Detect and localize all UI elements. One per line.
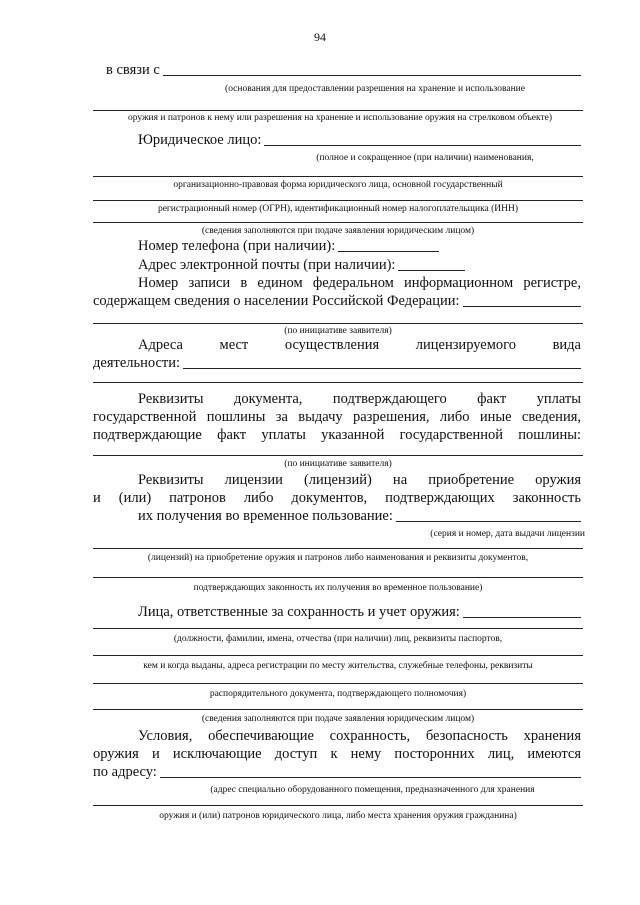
legal-entity-note-4: (сведения заполняются при подаче заявления юридическим лицом) xyxy=(201,226,475,236)
responsible-field-4[interactable] xyxy=(93,683,583,684)
storage-text-1: Условия, обеспечивающие сохранность, безопасность хранения xyxy=(138,728,581,744)
responsible-note-1: (должности, фамилии, имена, отчества (при наличии) лиц, реквизиты паспортов, xyxy=(173,634,503,644)
storage-note-1: (адрес специально оборудованного помещения, предназначенного для хранения xyxy=(210,785,535,795)
email-label: Адрес электронной почты (при наличии): xyxy=(138,257,396,273)
activity-word-1: Адреса xyxy=(138,337,183,353)
register-field[interactable] xyxy=(463,293,581,307)
legal-entity-row xyxy=(138,132,581,149)
responsible-field-2[interactable] xyxy=(93,628,583,629)
activity-label: деятельности: xyxy=(93,355,181,371)
storage-field-2[interactable] xyxy=(93,805,583,806)
basis-note-2: оружия и патронов к нему или разрешения на хранение и использование оружия на стрелковом объекте) xyxy=(127,113,552,123)
responsible-row xyxy=(138,604,581,621)
activity-word-5: вида xyxy=(552,337,581,353)
license-note-3: подтверждающих законность их получения во временное пользование) xyxy=(193,583,483,593)
phone-field[interactable] xyxy=(338,238,439,252)
email-row xyxy=(138,257,465,274)
fee-text-2: государственной пошлины за выдачу разрешения, либо иные сведения, xyxy=(93,409,581,425)
basis-note-1: (основания для предоставлении разрешения на хранение и использование xyxy=(225,84,525,94)
basis-field[interactable] xyxy=(163,62,581,76)
storage-row xyxy=(93,764,581,781)
license-row xyxy=(138,508,581,525)
storage-label: по адресу: xyxy=(93,764,157,780)
fee-text-1: Реквизиты документа, подтверждающего факт уплаты xyxy=(138,391,581,407)
license-field-3[interactable] xyxy=(93,577,583,578)
activity-word-2: мест xyxy=(219,337,249,353)
storage-note-2: оружия и (или) патронов юридического лица, либо места хранения оружия гражданина) xyxy=(159,811,517,821)
basis-label: в связи с xyxy=(106,62,160,78)
register-row xyxy=(93,293,581,310)
register-text-1: Номер записи в едином федеральном информационном регистре, xyxy=(138,275,581,291)
fee-note: (по инициативе заявителя) xyxy=(284,459,392,469)
basis-row xyxy=(106,62,581,79)
legal-entity-note-3: регистрационный номер (ОГРН), идентификационный номер налогоплательщика (ИНН) xyxy=(157,204,519,214)
activity-word-4: лицензируемого xyxy=(415,337,517,353)
license-field-2[interactable] xyxy=(93,548,583,549)
storage-field[interactable] xyxy=(160,764,581,778)
basis-field-2[interactable] xyxy=(93,110,583,111)
legal-entity-field[interactable] xyxy=(264,132,581,146)
responsible-label: Лица, ответственные за сохранность и учет оружия: xyxy=(138,604,460,620)
fee-field[interactable] xyxy=(93,455,583,456)
page-number: 94 xyxy=(314,30,326,44)
activity-address-text xyxy=(138,337,581,354)
responsible-field-3[interactable] xyxy=(93,655,583,656)
email-field[interactable] xyxy=(398,257,465,271)
license-field[interactable] xyxy=(396,508,581,522)
phone-label: Номер телефона (при наличии): xyxy=(138,238,336,254)
fee-text-3: подтверждающие факт уплаты указанной государственной пошлины: xyxy=(93,427,581,443)
legal-entity-note-1: (полное и сокращенное (при наличии) наименования, xyxy=(316,153,534,163)
phone-row xyxy=(138,238,439,255)
license-text-2: и (или) патронов либо документов, подтверждающих законность xyxy=(93,490,581,506)
activity-field-2[interactable] xyxy=(93,382,583,383)
legal-entity-field-3[interactable] xyxy=(93,200,583,201)
responsible-note-2: кем и когда выданы, адреса регистрации по месту жительства, служебные телефоны, реквизиты xyxy=(143,661,533,671)
responsible-note-3: распорядительного документа, подтверждающего полномочия) xyxy=(209,689,467,699)
legal-entity-label: Юридическое лицо: xyxy=(138,132,262,148)
register-note: (по инициативе заявителя) xyxy=(284,326,392,336)
register-field-2[interactable] xyxy=(93,323,583,324)
license-note-2: (лицензий) на приобретение оружия и патронов либо наименования и реквизиты документов, xyxy=(147,553,529,563)
legal-entity-note-2: организационно-правовая форма юридического лица, основной государственный xyxy=(173,180,503,190)
legal-entity-field-4[interactable] xyxy=(93,222,583,223)
activity-word-3: осуществления xyxy=(284,337,380,353)
legal-entity-field-2[interactable] xyxy=(93,176,583,177)
activity-field[interactable] xyxy=(183,355,581,369)
register-label: содержащем сведения о населении Российской Федерации: xyxy=(93,293,460,309)
storage-text-2: оружия и исключающие доступ к нему посторонних лиц, имеются xyxy=(93,746,581,762)
license-label: их получения во временное пользование: xyxy=(138,508,393,524)
activity-row xyxy=(93,355,581,372)
license-text-1: Реквизиты лицензии (лицензий) на приобретение оружия xyxy=(138,472,581,488)
responsible-note-4: (сведения заполняются при подаче заявления юридическим лицом) xyxy=(201,714,475,724)
responsible-field-5[interactable] xyxy=(93,709,583,710)
responsible-field[interactable] xyxy=(463,604,581,618)
license-note-1: (серия и номер, дата выдачи лицензии xyxy=(430,529,585,539)
